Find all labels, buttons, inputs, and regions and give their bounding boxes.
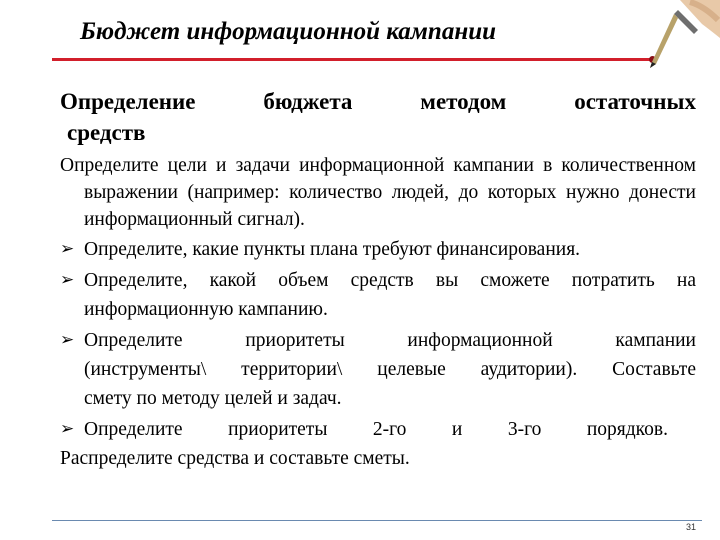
list-item [60,326,696,413]
title-underline [52,58,652,61]
bullet-line: информационную кампанию. [84,299,328,320]
bullet-line: Определите приоритеты информационной кампании [84,330,696,351]
bullet-line: (инструменты\ территории\ целевые аудитории). Составьте [84,359,696,380]
bullet-line: Определите, какой объем средств вы сможете потратить на [84,270,696,291]
bullet-line: смету по методу целей и задач. [84,388,342,409]
section-heading-continued: средств [67,120,146,145]
pen-icon [640,0,720,70]
footer-divider [52,520,702,521]
arrow-bullet-icon: ➢ [60,239,75,259]
list-item [60,415,696,473]
arrow-bullet-icon: ➢ [60,270,75,290]
bullet-line: Определите приоритеты 2-го и 3-го порядков. [84,419,668,440]
intro-paragraph: Определите цели и задачи информационной кампании в количественном выражении (например: количество людей, до которых нужно донести информационный сигнал). [60,155,696,230]
arrow-bullet-icon: ➢ [60,419,75,439]
section-heading: Определение бюджета методом остаточных [60,89,696,114]
page-number: 31 [685,522,696,532]
bullet-list [60,235,696,473]
slide-body [60,86,696,473]
slide-title: Бюджет информационной кампании [80,18,497,45]
list-item [60,266,696,324]
bullet-line: Определите, какие пункты плана требуют финансирования. [84,239,581,260]
bullet-line: Распределите средства и составьте сметы. [60,448,410,469]
list-item [60,235,696,264]
arrow-bullet-icon: ➢ [60,330,75,350]
